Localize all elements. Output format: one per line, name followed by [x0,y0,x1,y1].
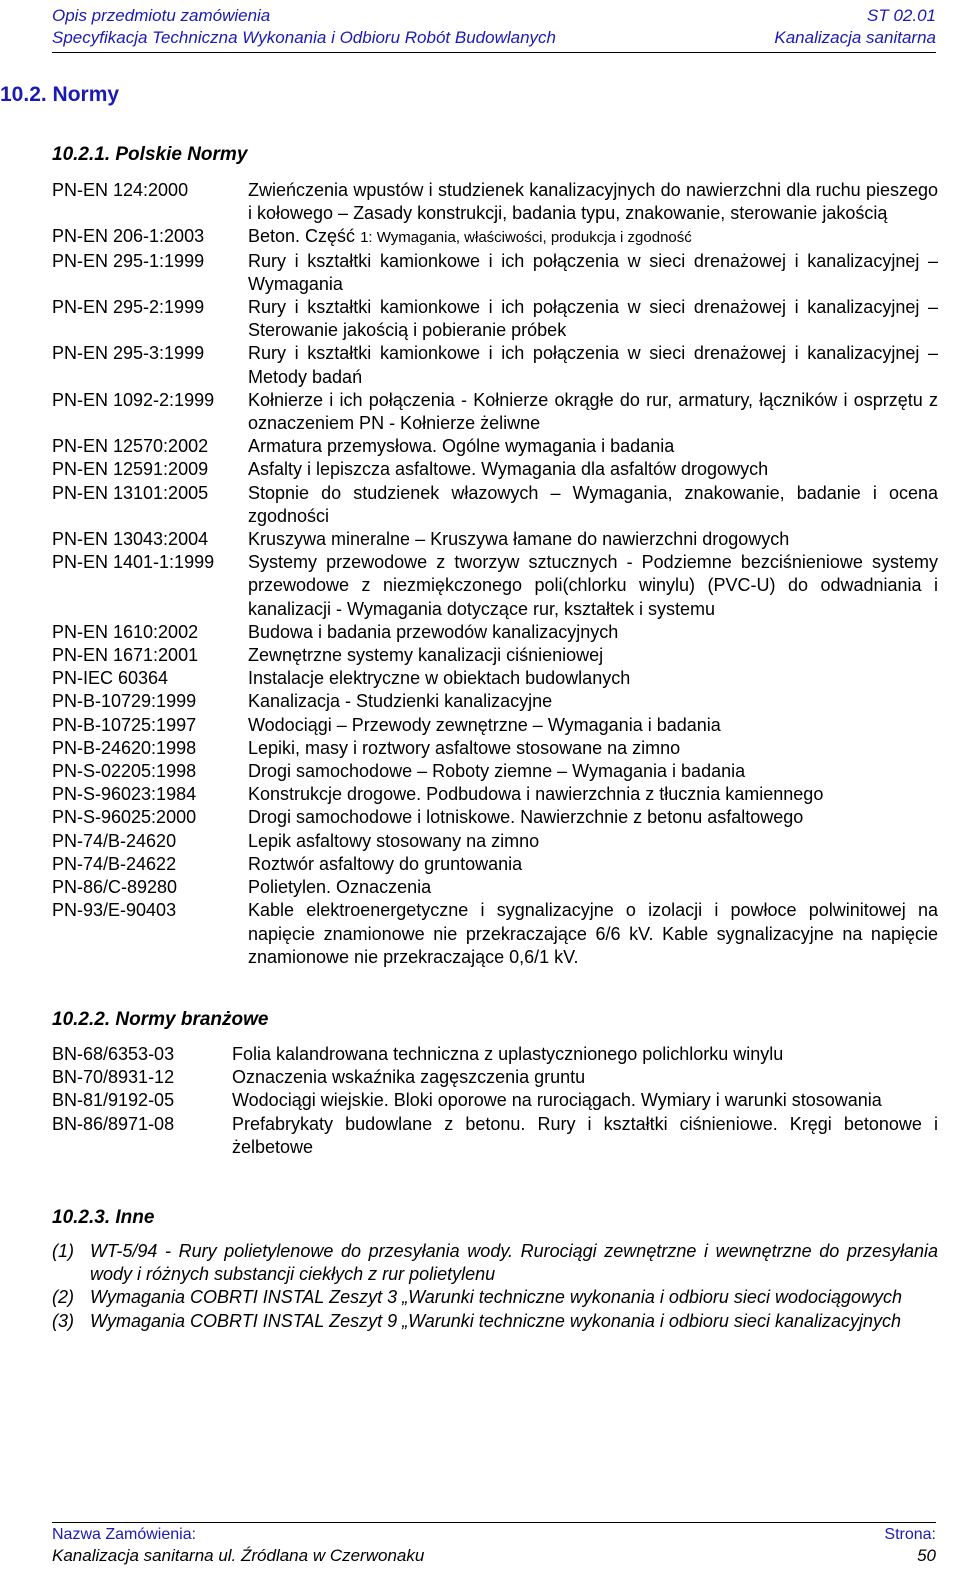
footer-divider [52,1522,936,1523]
header-line-1 [52,6,936,26]
norm-code: PN-IEC 60364 [52,668,169,689]
norm-row [52,179,938,225]
norm-row [52,482,938,528]
list-number: (3) [52,1310,74,1331]
norm-description-text: Folia kalandrowana techniczna z uplastycznionego polichlorku winylu [232,1044,784,1064]
norm-row [52,1113,938,1159]
norm-code: PN-EN 1610:2002 [52,621,199,642]
norm-code: PN-EN 206-1:2003 [52,226,205,247]
list-text: Wymagania COBRTI INSTAL Zeszyt 9 „Warunki techniczne wykonania i odbioru sieci kanalizacyjnych [90,1310,902,1331]
norm-description-subtitle: 1: Wymagania, właściwości, produkcja i zgodność [360,229,692,247]
norm-description [248,389,938,435]
norm-row [52,667,938,690]
page-number: 50 [917,1546,936,1565]
norm-description-text: Lepiki, masy i roztwory asfaltowe stosowane na zimno [248,737,681,758]
norm-description [248,458,938,481]
norm-row [52,876,938,899]
norm-description-text: Budowa i badania przewodów kanalizacyjnych [248,621,619,642]
norm-row [52,621,938,644]
norm-description [248,435,938,458]
order-name: Kanalizacja sanitarna ul. Źródlana w Czerwonaku [52,1546,425,1565]
norm-code: PN-86/C-89280 [52,877,178,898]
norm-description-text: Rury i kształtki kamionkowe i ich połączenia w sieci drenażowej i kanalizacyjnej – Metody badań [248,343,938,387]
norm-description-text: Kruszywa mineralne – Kruszywa łamane do nawierzchni drogowych [248,529,790,550]
spec-code: ST 02.01 [867,6,936,25]
branch-norms-heading: 10.2.2. Normy branżowe [52,1009,269,1030]
norm-code: PN-EN 1671:2001 [52,645,199,666]
norm-row [52,528,938,551]
norm-code: PN-B-10729:1999 [52,691,197,712]
norm-row [52,551,938,621]
footer-labels [52,1526,936,1544]
norm-code: PN-74/B-24620 [52,830,177,851]
norm-row [52,250,938,296]
norm-row [52,783,938,806]
document-title: Opis przedmiotu zamówienia [52,6,271,25]
norm-description [248,853,938,876]
norm-description-text: Drogi samochodowe – Roboty ziemne – Wymagania i badania [248,761,746,782]
norm-description [248,714,938,737]
norm-code: PN-S-96025:2000 [52,807,197,828]
norm-description [248,250,938,296]
norm-code: PN-B-10725:1997 [52,714,197,735]
header-divider [52,52,936,53]
norm-description [232,1113,938,1159]
norm-description-text: Beton. Część [248,226,356,247]
norm-description-text: Asfalty i lepiszcza asfaltowe. Wymagania dla asfaltów drogowych [248,459,769,480]
norm-row [52,830,938,853]
norm-row [52,225,938,249]
norm-description-text: Kable elektroenergetyczne i sygnalizacyjne o izolacji i powłoce polwinitowej na napięcie znamionowe nie przekraczające 6/6 kV. Kable sygnalizacyjne na napięcie znamionowe nie przekraczające 0,6/1 kV. [248,900,938,967]
norm-row [52,458,938,481]
list-text: Wymagania COBRTI INSTAL Zeszyt 3 „Warunki techniczne wykonania i odbioru sieci wodociągowych [90,1287,903,1308]
norm-row [52,690,938,713]
other-list [52,1240,938,1333]
norm-code: PN-EN 295-3:1999 [52,343,205,364]
norm-row [52,342,938,388]
norm-description [232,1066,938,1089]
norm-description [248,690,938,713]
norm-row [52,899,938,969]
norm-description-text: Zwieńczenia wpustów i studzienek kanalizacyjnych do nawierzchni dla ruchu pieszego i kołowego – Zasady konstrukcji, badania typu, znakowanie, sterowanie jakością [248,180,938,224]
norm-code: BN-70/8931-12 [52,1067,175,1088]
norm-row [52,714,938,737]
norm-description-text: Polietylen. Oznaczenia [248,877,432,898]
other-heading: 10.2.3. Inne [52,1207,155,1228]
norm-description [248,876,938,899]
norm-description [248,783,938,806]
norm-description [248,760,938,783]
norm-description-text: Wodociągi wiejskie. Bloki oporowe na rurociągach. Wymiary i warunki stosowania [232,1090,882,1111]
norm-description [248,551,938,621]
norm-description-text: Systemy przewodowe z tworzyw sztucznych - Podziemne bezciśnieniowe systemy przewodowe z niezmiękczonego poli(chlorku winylu) (PVC-U) do odwadniania i kanalizacji - Wymagania dotyczące rur, kształtek i systemu [248,552,938,619]
norm-description-text: Wodociągi – Przewody zewnętrzne – Wymagania i badania [248,714,721,735]
norm-description [248,899,938,969]
list-item [52,1286,938,1309]
norm-code: PN-B-24620:1998 [52,737,197,758]
norm-description-text: Instalacje elektryczne w obiektach budowlanych [248,668,631,689]
norm-row [52,760,938,783]
polish-norms-table [52,179,938,969]
norm-code: PN-EN 295-1:1999 [52,250,205,271]
norm-description [248,667,938,690]
norm-description [248,482,938,528]
order-name-label: Nazwa Zamówienia: [52,1526,197,1543]
norm-description [248,621,938,644]
header-line-2 [52,28,936,48]
list-number: (2) [52,1287,74,1308]
norm-code: PN-93/E-90403 [52,900,177,921]
norm-description [248,737,938,760]
footer-values [52,1546,936,1566]
norm-description [248,296,938,342]
norm-code: PN-EN 13101:2005 [52,482,209,503]
norm-description-text: Stopnie do studzienek włazowych – Wymagania, znakowanie, badanie i ocena zgodności [248,482,938,526]
norm-description-text: Oznaczenia wskaźnika zagęszczenia gruntu [232,1067,586,1088]
norm-description-text: Konstrukcje drogowe. Podbudowa i nawierzchnia z tłucznia kamiennego [248,784,824,805]
norm-code: PN-EN 1401-1:1999 [52,552,215,573]
norm-code: PN-EN 124:2000 [52,180,189,200]
norm-description [248,806,938,829]
norm-row [52,644,938,667]
norm-code: PN-74/B-24622 [52,853,177,874]
norm-row [52,435,938,458]
norm-code: BN-68/6353-03 [52,1044,175,1064]
norm-row [52,296,938,342]
norm-row [52,737,938,760]
page-label: Strona: [884,1526,936,1543]
norm-description-text: Armatura przemysłowa. Ogólne wymagania i badania [248,436,675,457]
norm-description [232,1089,938,1112]
norm-description-text: Prefabrykaty budowlane z betonu. Rury i kształtki ciśnieniowe. Kręgi betonowe i żelbetowe [232,1113,938,1157]
norm-description [248,342,938,388]
list-number: (1) [52,1241,74,1261]
norm-code: PN-EN 12570:2002 [52,436,209,457]
norm-code: BN-81/9192-05 [52,1090,175,1111]
polish-norms-heading: 10.2.1. Polskie Normy [52,144,248,165]
branch-norms-table [52,1043,938,1159]
norm-code: BN-86/8971-08 [52,1113,175,1134]
norm-description [248,644,938,667]
norm-description-text: Drogi samochodowe i lotniskowe. Nawierzchnie z betonu asfaltowego [248,807,804,828]
list-item [52,1310,938,1333]
norm-code: PN-EN 13043:2004 [52,529,209,550]
norm-row [52,806,938,829]
norm-row [52,853,938,876]
norm-description [248,528,938,551]
norm-description-text: Kanalizacja - Studzienki kanalizacyjne [248,691,553,712]
norm-description-text: Rury i kształtki kamionkowe i ich połączenia w sieci drenażowej i kanalizacyjnej – Wymagania [248,250,938,294]
norm-row [52,1089,938,1112]
norm-description-text: Rury i kształtki kamionkowe i ich połączenia w sieci drenażowej i kanalizacyjnej – Sterowanie jakością i pobieranie próbek [248,297,938,341]
norm-code: PN-S-02205:1998 [52,761,197,782]
norm-code: PN-EN 12591:2009 [52,459,209,480]
section-heading: 10.2. Normy [0,83,120,106]
norm-row [52,1043,938,1066]
norm-code: PN-S-96023:1984 [52,784,197,805]
list-item [52,1240,938,1286]
norm-code: PN-EN 1092-2:1999 [52,389,215,410]
norm-description-text: Zewnętrzne systemy kanalizacji ciśnieniowej [248,645,604,666]
norm-row [52,389,938,435]
norm-description [248,179,938,225]
spec-subject: Kanalizacja sanitarna [774,28,936,47]
norm-description [248,830,938,853]
norm-description-text: Kołnierze i ich połączenia - Kołnierze okrągłe do rur, armatury, łączników i osprzętu z oznaczeniem PN - Kołnierze żeliwne [248,389,938,434]
norm-description [248,225,938,249]
norm-description-text: Lepik asfaltowy stosowany na zimno [248,830,540,851]
norm-row [52,1066,938,1089]
spec-title: Specyfikacja Techniczna Wykonania i Odbioru Robót Budowlanych [52,28,556,47]
norm-description [232,1043,938,1066]
list-text: WT-5/94 - Rury polietylenowe do przesyłania wody. Rurociągi zewnętrzne i wewnętrzne do przesyłania wody i różnych substancji ciekłych z rur polietylenu [90,1241,938,1285]
norm-description-text: Roztwór asfaltowy do gruntowania [248,853,523,874]
norm-code: PN-EN 295-2:1999 [52,297,205,318]
